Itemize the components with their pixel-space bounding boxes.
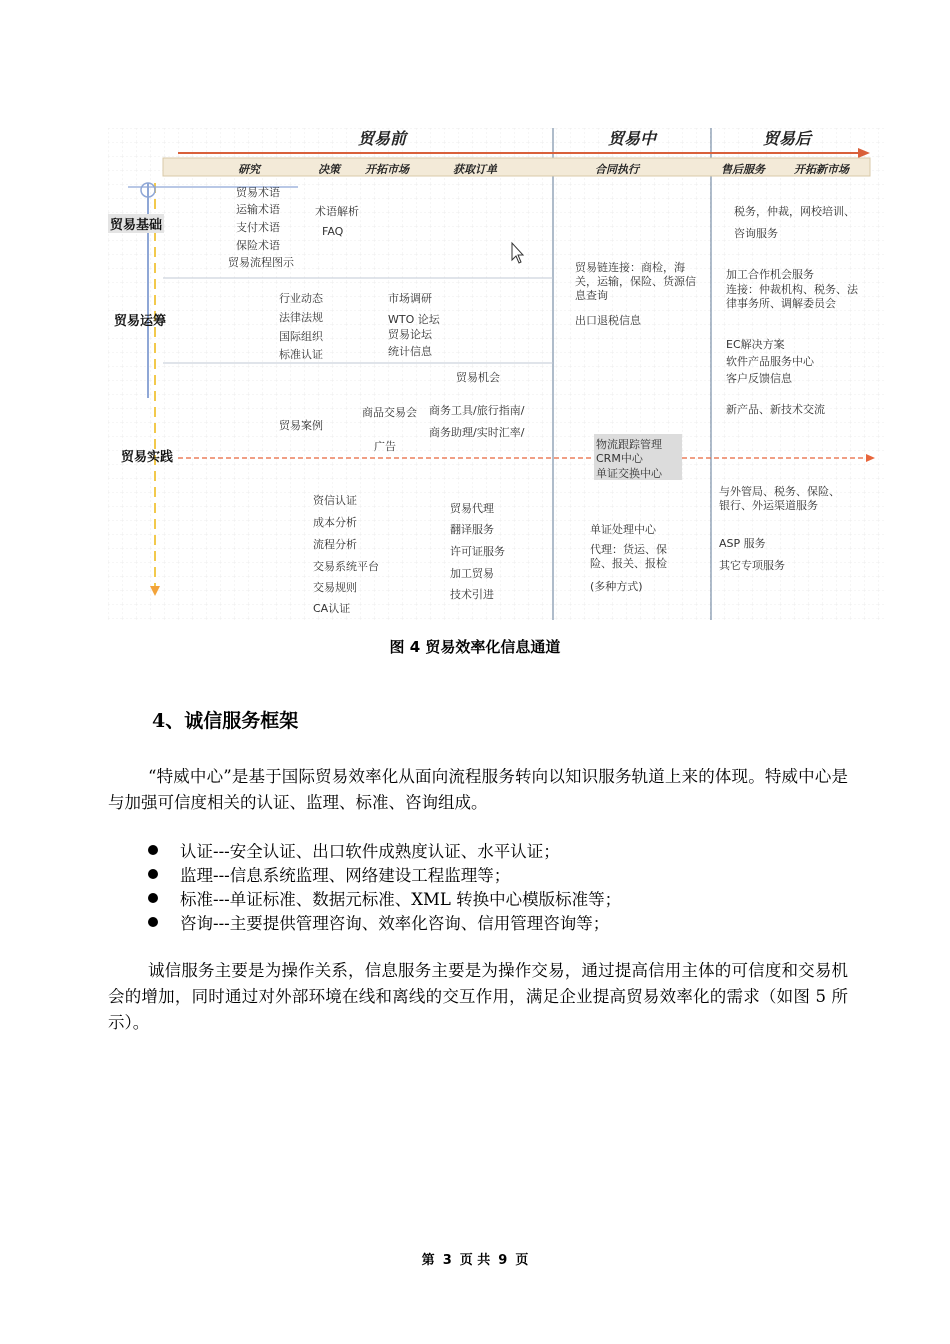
diagram-item: 连接：仲裁机构、税务、法律事务所、调解委员会	[726, 283, 858, 310]
footer-page-number: 3	[442, 1253, 452, 1268]
paragraph-1: “特威中心”是基于国际贸易效率化从面向流程服务转向以知识服务轨道上来的体现。特威中心是与加强可信度相关的认证、监理、标准、咨询组成。	[108, 767, 848, 812]
diagram-item: 代理：货运、保险、报关、报检	[590, 543, 667, 570]
row-practice: 贸易实践	[121, 450, 174, 465]
row-foundation: 贸易基础	[108, 214, 164, 233]
section-heading: 4、诚信服务框架	[152, 710, 299, 732]
diagram-item: 商务工具/旅行指南/	[429, 404, 525, 417]
diagram-item: 广告	[374, 440, 396, 453]
diagram-item: 运输术语	[236, 203, 280, 216]
bullet-item	[148, 886, 621, 910]
bullet-item	[148, 838, 560, 862]
diagram-item: 贸易链连接：商检，海关，运输，保险、货源信息查询	[575, 261, 696, 302]
stage-newmarket: 开拓新市场	[794, 163, 849, 176]
phase-during: 贸易中	[608, 129, 657, 148]
diagram-item: 术语解析	[315, 205, 359, 218]
diagram-item: 其它专项服务	[719, 559, 785, 572]
diagram-item: 统计信息	[388, 345, 432, 358]
diagram-item: 税务，仲裁，网校培训、	[734, 205, 855, 218]
diagram-item: 交易系统平台	[313, 560, 379, 573]
stage-aftersales: 售后服务	[721, 163, 765, 176]
diagram-item: 行业动态	[279, 292, 323, 305]
diagram-item: 贸易术语	[236, 186, 280, 199]
bullet-dot-icon	[148, 917, 158, 927]
diagram-item: 国际组织	[279, 330, 323, 343]
diagram-item: 贸易案例	[279, 419, 323, 432]
diagram-item: 客户反馈信息	[726, 372, 792, 385]
footer-pre: 第	[421, 1253, 435, 1268]
phase-after: 贸易后	[763, 129, 812, 148]
diagram-item: WTO 论坛	[388, 313, 440, 326]
bullet-dot-icon	[148, 869, 158, 879]
diagram-item: 翻译服务	[450, 523, 494, 536]
stage-decision: 决策	[318, 163, 340, 176]
footer-mid: 页 共	[459, 1253, 491, 1268]
diagram-item: 物流跟踪管理	[596, 438, 662, 451]
stage-market: 开拓市场	[365, 163, 409, 176]
bullet-dot-icon	[148, 845, 158, 855]
diagram-item: CA认证	[313, 602, 351, 615]
trade-efficiency-diagram	[108, 128, 886, 620]
diagram-item: 软件产品服务中心	[726, 355, 814, 368]
diagram-item: 咨询服务	[734, 227, 778, 240]
diagram-item: 贸易论坛	[388, 328, 432, 341]
diagram-item: 技术引进	[450, 588, 494, 601]
stage-orders: 获取订单	[453, 163, 497, 176]
diagram-item: 新产品、新技术交流	[726, 403, 825, 416]
diagram-item: ASP 服务	[719, 537, 766, 550]
diagram-item: 加工合作机会服务	[726, 268, 814, 281]
diagram-item: 市场调研	[388, 292, 432, 305]
footer-post: 页	[515, 1253, 529, 1268]
footer-total-pages: 9	[498, 1253, 508, 1268]
diagram-item: 交易规则	[313, 581, 357, 594]
bullet-dot-icon	[148, 893, 158, 903]
phase-before: 贸易前	[358, 129, 407, 148]
diagram-item: 贸易代理	[450, 502, 494, 515]
diagram-item: 流程分析	[313, 538, 357, 551]
diagram-item: 与外管局、税务、保险、银行、外运渠道服务	[719, 485, 840, 512]
diagram-item: 贸易流程图示	[228, 256, 294, 269]
bullet-item	[148, 910, 609, 934]
stage-contract: 合同执行	[595, 163, 639, 176]
page-footer	[0, 1249, 950, 1268]
diagram-item: 商品交易会	[362, 406, 417, 419]
diagram-item: 单证交换中心	[596, 467, 662, 480]
diagram-item: 贸易机会	[456, 371, 500, 384]
paragraph-2: 诚信服务主要是为操作关系，信息服务主要是为操作交易，通过提高信用主体的可信度和交易机会的增加，同时通过对外部环境在线和离线的交互作用，满足企业提高贸易效率化的需求（如图 5 所示）。	[108, 961, 848, 1032]
bullet-text: 监理---信息系统监理、网络建设工程监理等；	[180, 866, 511, 885]
bullet-text: 咨询---主要提供管理咨询、效率化咨询、信用管理咨询等；	[180, 914, 610, 933]
diagram-item: 许可证服务	[450, 545, 505, 558]
diagram-item: 加工贸易	[450, 567, 494, 580]
diagram-item: 法律法规	[279, 311, 323, 324]
row-operations: 贸易运筹	[114, 314, 167, 329]
diagram-item: 单证处理中心	[590, 523, 656, 536]
diagram-item: 成本分析	[313, 516, 357, 529]
diagram-item: CRM中心	[596, 452, 643, 465]
diagram-item: 保险术语	[236, 239, 280, 252]
diagram-item: 资信认证	[313, 494, 357, 507]
diagram-item: EC解决方案	[726, 338, 785, 351]
diagram-item: (多种方式)	[590, 580, 643, 593]
diagram-item: FAQ	[322, 225, 344, 238]
diagram-item: 支付术语	[236, 221, 280, 234]
diagram-item: 商务助理/实时汇率/	[429, 426, 525, 439]
diagram-item: 标准认证	[279, 348, 323, 361]
bullet-text: 标准---单证标准、数据元标准、XML 转换中心模版标准等；	[180, 890, 622, 909]
diagram-item: 出口退税信息	[575, 314, 641, 327]
figure-caption: 图 4 贸易效率化信息通道	[389, 638, 561, 656]
bullet-item	[148, 862, 510, 886]
bullet-text: 认证---安全认证、出口软件成熟度认证、水平认证；	[180, 842, 560, 861]
stage-research: 研究	[238, 163, 260, 176]
